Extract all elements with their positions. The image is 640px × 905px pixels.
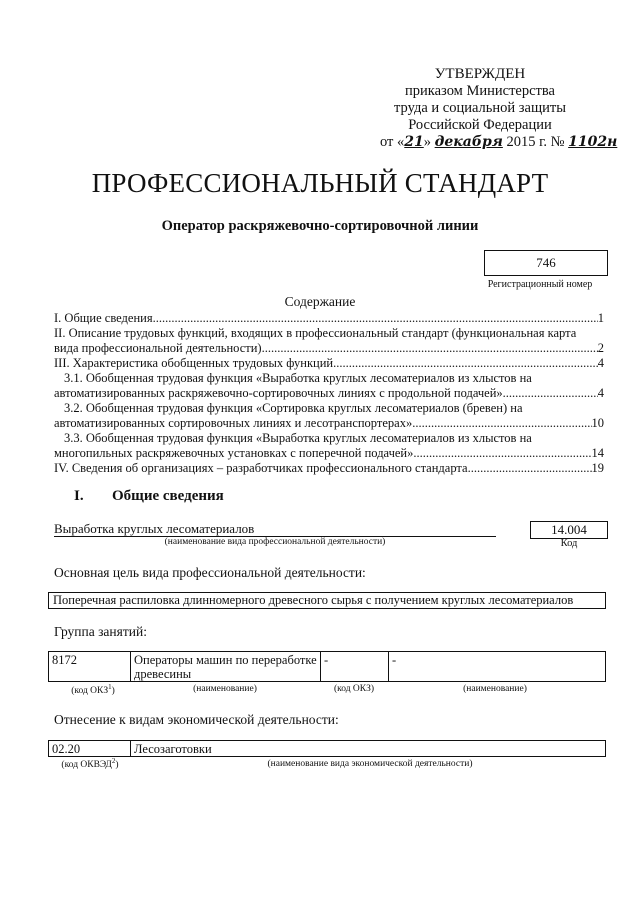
- handwritten-order-number: 1102н: [568, 134, 618, 150]
- toc-item-page: 14: [591, 446, 604, 460]
- page-subtitle: Оператор раскряжевочно-сортировочной линии: [161, 218, 479, 234]
- toc-item[interactable]: [54, 356, 604, 371]
- approval-block: [380, 66, 618, 151]
- toc-item-page: 1: [597, 311, 604, 325]
- toc-title: Содержание: [284, 294, 356, 309]
- okved-name-cell: Лесозаготовки: [134, 742, 212, 756]
- toc-item-text: III. Характеристика обобщенных трудовых функций: [54, 356, 334, 370]
- toc-item[interactable]: [54, 461, 604, 476]
- activity-code-box: 14.004: [530, 521, 608, 539]
- toc-item[interactable]: [54, 401, 604, 431]
- toc-item-page: 19: [591, 461, 604, 475]
- toc-item-text: 3.2. Обобщенная трудовая функция «Сортировка круглых лесоматериалов (бревен) на: [64, 401, 523, 415]
- activity-name-field: Выработка круглых лесоматериалов: [54, 521, 496, 537]
- approval-line: Российской Федерации: [408, 117, 552, 133]
- approval-date-line: [380, 134, 618, 151]
- handwritten-month: декабря: [434, 134, 503, 150]
- handwritten-day: 21: [404, 134, 424, 150]
- okz-name-cell: Операторы машин по переработке древесины: [131, 652, 321, 681]
- activity-code-caption: Код: [560, 538, 578, 549]
- okved-code-caption: (код ОКВЭД$^2$): [61, 757, 119, 771]
- registration-number-box: 746: [484, 250, 608, 276]
- toc-item[interactable]: [54, 371, 604, 401]
- approval-heading: УТВЕРЖДЕН: [434, 66, 526, 82]
- toc-item[interactable]: [54, 431, 604, 461]
- okz-code-caption-2: (код ОКЗ): [333, 684, 375, 694]
- date-year: 2015 г. №: [506, 134, 565, 150]
- approval-line: труда и социальной защиты: [394, 100, 566, 116]
- toc-item-text-cont: вида профессиональной деятельности): [54, 341, 262, 355]
- date-quote: »: [423, 134, 432, 150]
- activity-name-caption: (наименование вида профессиональной деятельности): [164, 537, 386, 547]
- section-title: Общие сведения: [112, 488, 224, 504]
- econ-label: Отнесение к видам экономической деятельности:: [54, 712, 339, 727]
- toc-item-text-cont: автоматизированных раскряжевочно-сортировочных линиях с продольной подачей»: [54, 386, 503, 400]
- econ-table-row: [48, 740, 606, 757]
- toc-item-text-cont: многопильных раскряжевочных установках с поперечной подачей»: [54, 446, 414, 460]
- toc-item[interactable]: [54, 311, 604, 326]
- toc-item-text-cont: автоматизированных сортировочных линиях и лесотранспортерах»: [54, 416, 413, 430]
- group-table-row: [48, 651, 606, 682]
- toc-item-text: 3.3. Обобщенная трудовая функция «Выработка круглых лесоматериалов из хлыстов на: [64, 431, 532, 445]
- table-of-contents: [54, 311, 604, 476]
- toc-item-page: 2: [597, 341, 604, 355]
- okved-code-cell: 02.20: [49, 741, 131, 756]
- okved-name-caption: (наименование вида экономической деятельности): [267, 759, 473, 769]
- registration-caption: Регистрационный номер: [487, 279, 593, 290]
- toc-item[interactable]: [54, 326, 604, 356]
- okz-name-caption-2: (наименование): [463, 684, 527, 694]
- goal-label: Основная цель вида профессиональной деятельности:: [54, 565, 366, 580]
- okz-code-cell: 8172: [49, 652, 131, 681]
- toc-item-text: I. Общие сведения: [54, 311, 153, 325]
- toc-item-page: 4: [597, 386, 604, 400]
- goal-text: Поперечная распиловка длинномерного древесного сырья с получением круглых лесоматериалов: [53, 593, 574, 607]
- date-prefix: от «: [380, 134, 405, 150]
- goal-box: [48, 592, 606, 609]
- section-number: I.: [74, 488, 84, 504]
- toc-item-text: II. Описание трудовых функций, входящих в профессиональный стандарт (функциональная карта: [54, 326, 577, 340]
- okz-code-cell-2: -: [321, 652, 389, 681]
- approval-line: приказом Министерства: [405, 83, 555, 99]
- okz-name-cell-2: -: [392, 653, 397, 667]
- toc-item-text: IV. Сведения об организациях – разработчиках профессионального стандарта: [54, 461, 468, 475]
- toc-item-text: 3.1. Обобщенная трудовая функция «Выработка круглых лесоматериалов из хлыстов на: [64, 371, 532, 385]
- group-label: Группа занятий:: [54, 624, 147, 639]
- toc-item-page: 4: [597, 356, 604, 370]
- page-title: ПРОФЕССИОНАЛЬНЫЙ СТАНДАРТ: [91, 168, 549, 198]
- section-heading: [74, 488, 224, 505]
- toc-item-page: 10: [591, 416, 604, 430]
- okz-code-caption: (код ОКЗ$^1$): [71, 683, 115, 697]
- okz-name-caption: (наименование): [193, 684, 257, 694]
